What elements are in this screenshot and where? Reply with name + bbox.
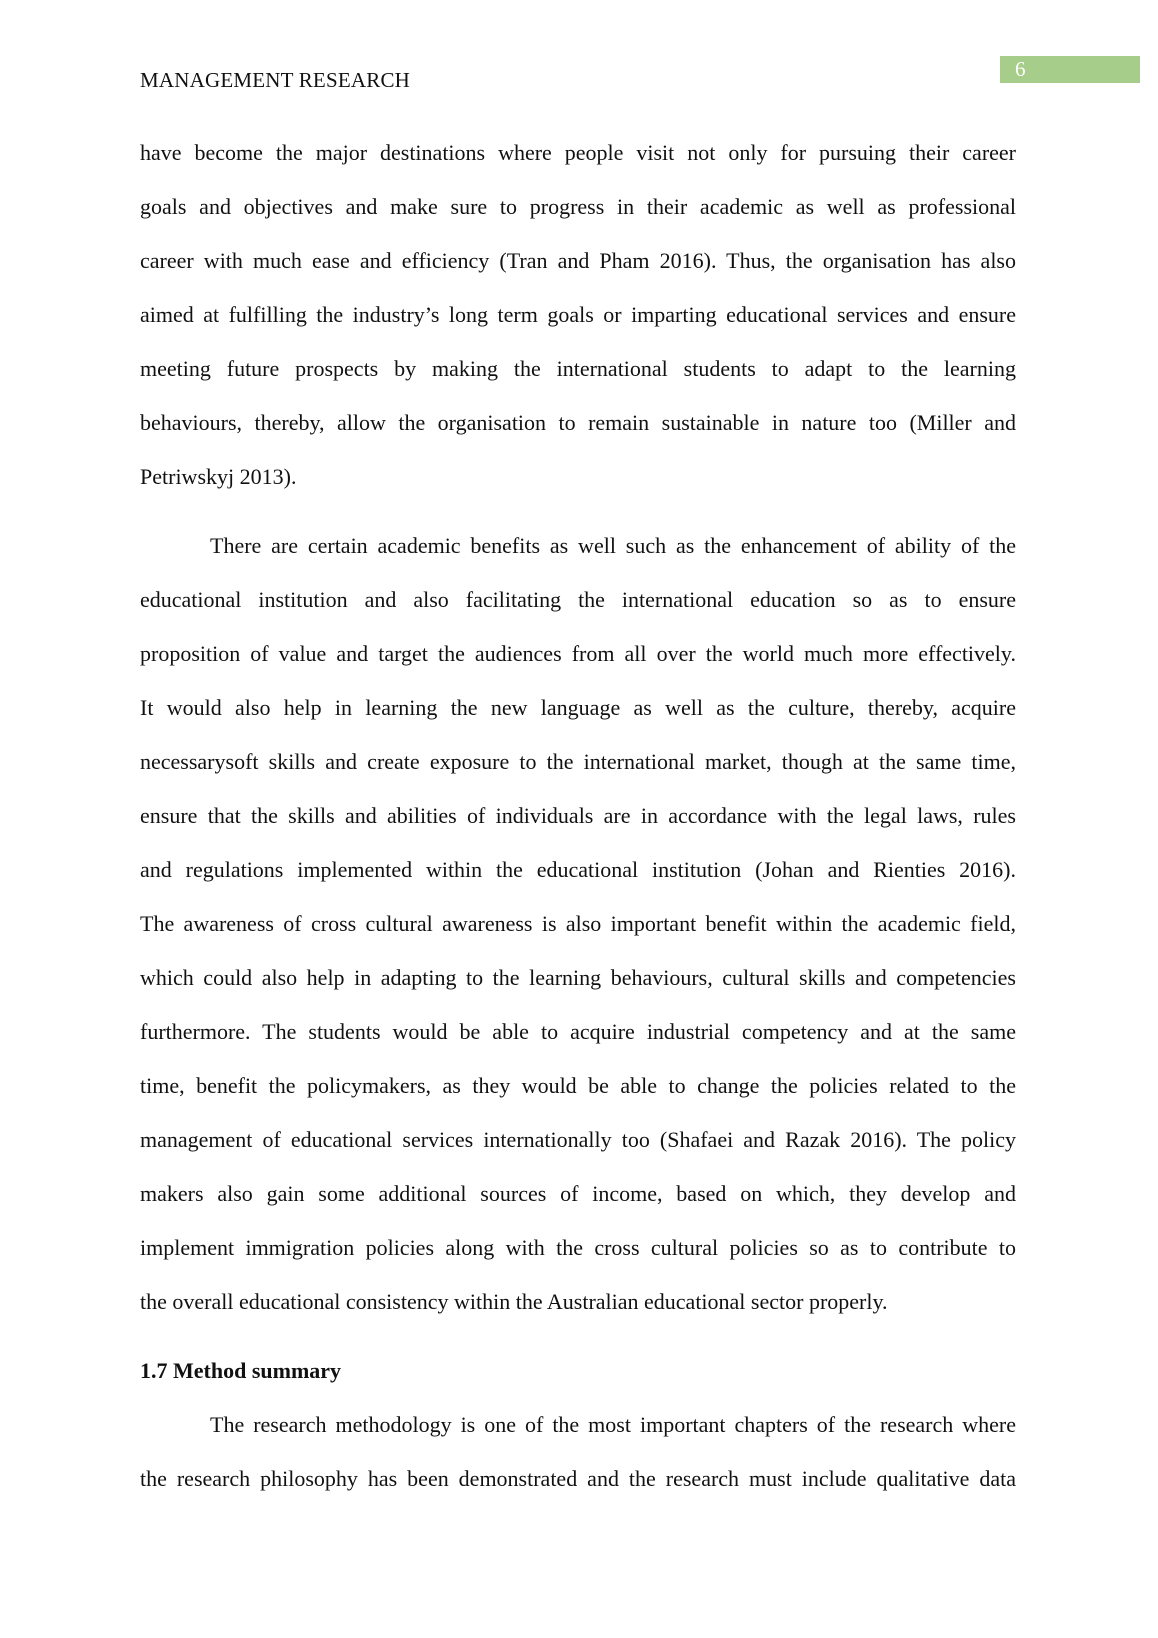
paragraph-line: ensure that the skills and abilities of individuals are in accordance with the legal laws, rules bbox=[140, 803, 1016, 828]
document-body bbox=[140, 126, 1016, 1521]
paragraph-line: Petriwskyj 2013). bbox=[140, 464, 297, 489]
page-number: 6 bbox=[1000, 56, 1140, 83]
paragraph-line: the research philosophy has been demonstrated and the research must include qualitative data bbox=[140, 1466, 1016, 1491]
paragraph-line: time, benefit the policymakers, as they would be able to change the policies related to the bbox=[140, 1073, 1016, 1098]
paragraph-line: necessarysoft skills and create exposure to the international market, though at the same time, bbox=[140, 749, 1016, 774]
paragraph-line: meeting future prospects by making the international students to adapt to the learning bbox=[140, 356, 1016, 381]
paragraph-line: The awareness of cross cultural awareness is also important benefit within the academic field, bbox=[140, 911, 1016, 936]
paragraph-line: The research methodology is one of the most important chapters of the research where bbox=[210, 1412, 1016, 1437]
paragraph-line: It would also help in learning the new language as well as the culture, thereby, acquire bbox=[140, 695, 1016, 720]
paragraph-line: the overall educational consistency within the Australian educational sector properly. bbox=[140, 1289, 888, 1314]
running-header: MANAGEMENT RESEARCH bbox=[140, 68, 411, 92]
paragraph-line: makers also gain some additional sources of income, based on which, they develop and bbox=[140, 1181, 1016, 1206]
paragraph-line: educational institution and also facilitating the international education so as to ensure bbox=[140, 587, 1016, 612]
paragraph bbox=[140, 1398, 1016, 1506]
paragraph-line: aimed at fulfilling the industry’s long term goals or imparting educational services and ensure bbox=[140, 302, 1016, 327]
paragraph-line: and regulations implemented within the educational institution (Johan and Rienties 2016). bbox=[140, 857, 1016, 882]
paragraph-line: There are certain academic benefits as well such as the enhancement of ability of the bbox=[210, 533, 1016, 558]
paragraph-line: behaviours, thereby, allow the organisation to remain sustainable in nature too (Miller and bbox=[140, 410, 1016, 435]
paragraph-line: proposition of value and target the audiences from all over the world much more effectively. bbox=[140, 641, 1016, 666]
paragraph bbox=[140, 126, 1016, 504]
paragraph-line: furthermore. The students would be able to acquire industrial competency and at the same bbox=[140, 1019, 1016, 1044]
paragraph-line: which could also help in adapting to the learning behaviours, cultural skills and competencies bbox=[140, 965, 1016, 990]
paragraph bbox=[140, 519, 1016, 1329]
paragraph-line: goals and objectives and make sure to progress in their academic as well as professional bbox=[140, 194, 1016, 219]
section-heading: 1.7 Method summary bbox=[140, 1358, 342, 1383]
paragraph-line: have become the major destinations where people visit not only for pursuing their career bbox=[140, 140, 1016, 165]
paragraph-line: career with much ease and efficiency (Tran and Pham 2016). Thus, the organisation has also bbox=[140, 248, 1016, 273]
paragraph-line: management of educational services internationally too (Shafaei and Razak 2016). The policy bbox=[140, 1127, 1016, 1152]
paragraph-line: implement immigration policies along with the cross cultural policies so as to contribute to bbox=[140, 1235, 1016, 1260]
